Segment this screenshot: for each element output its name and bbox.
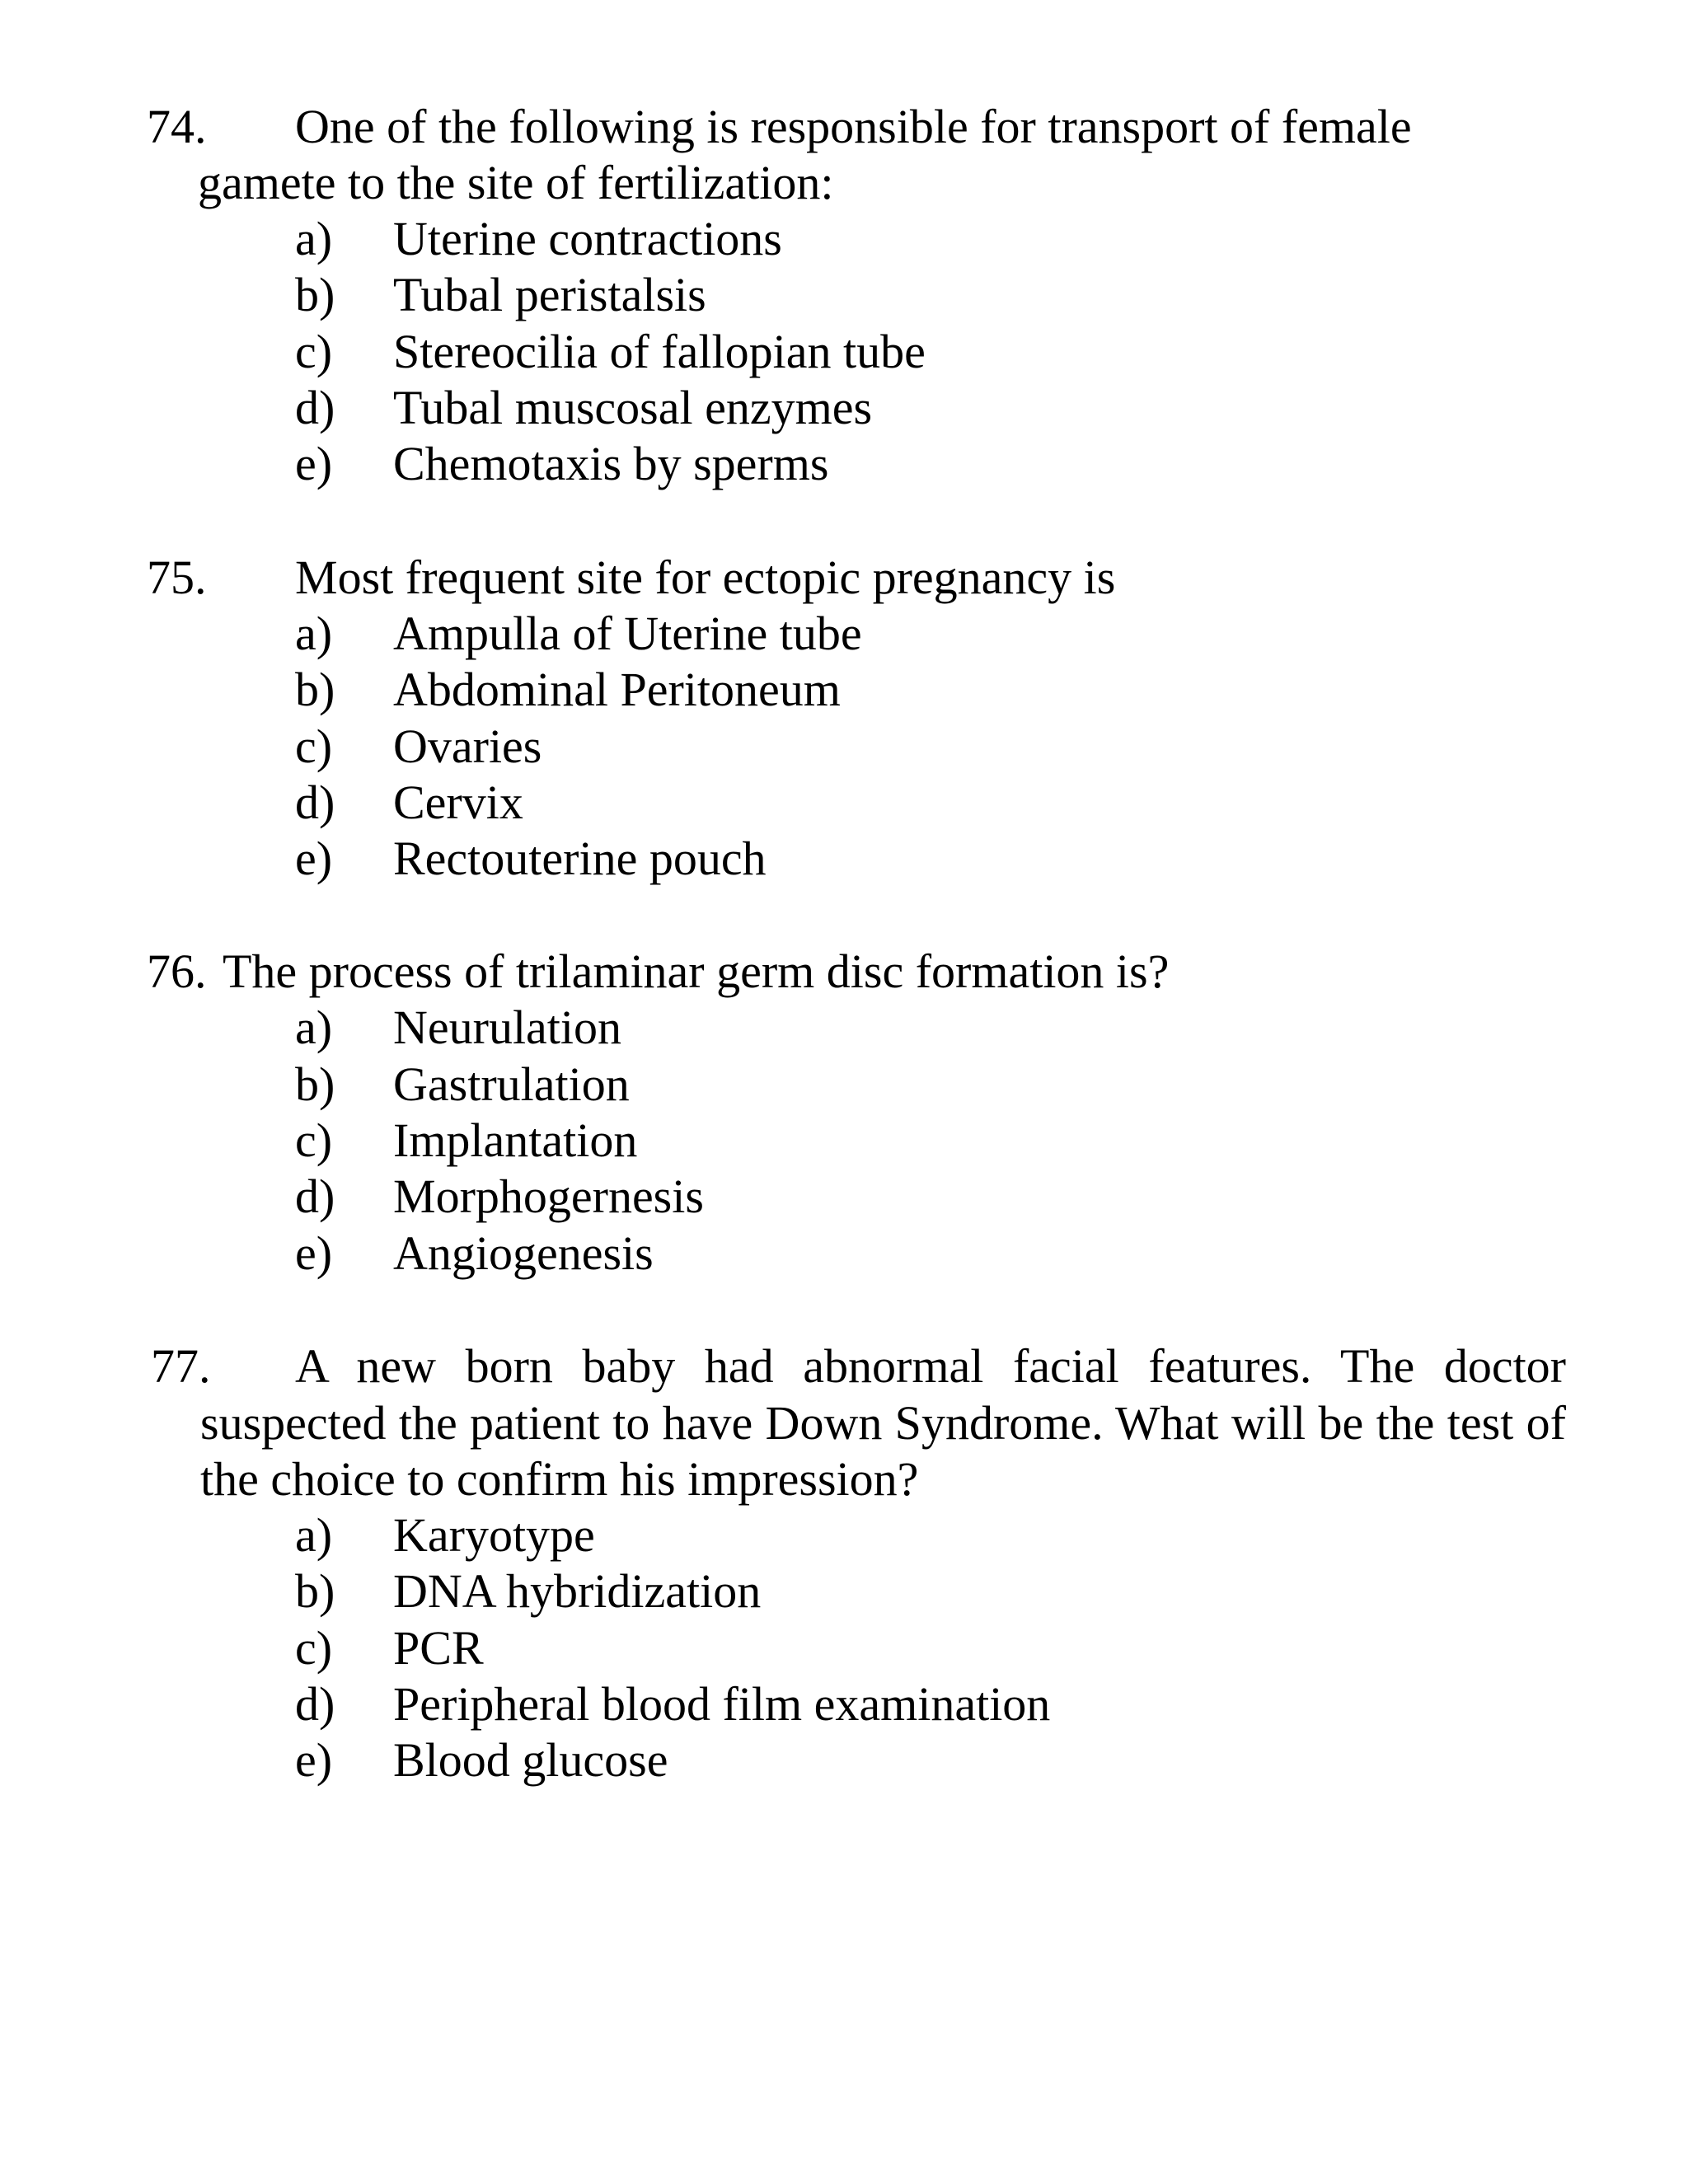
option-text: Implantation xyxy=(393,1113,638,1167)
option-b xyxy=(0,267,1688,323)
option-text: Neurulation xyxy=(393,1001,622,1054)
option-letter: a) xyxy=(295,1001,333,1054)
option-text: Abdominal Peritoneum xyxy=(393,663,841,716)
option-b xyxy=(0,662,1688,718)
option-letter: d) xyxy=(295,1169,335,1223)
option-e xyxy=(0,831,1688,887)
option-letter: a) xyxy=(295,607,333,660)
option-text: Tubal muscosal enzymes xyxy=(393,381,873,434)
option-letter: b) xyxy=(295,663,335,716)
option-text: Chemotaxis by sperms xyxy=(393,437,829,490)
option-letter: e) xyxy=(295,832,333,885)
option-d xyxy=(0,380,1688,436)
option-text: Ovaries xyxy=(393,719,542,773)
option-c xyxy=(0,324,1688,380)
option-a xyxy=(0,606,1688,662)
option-letter: c) xyxy=(295,325,333,378)
option-a xyxy=(0,211,1688,267)
option-text: Stereocilia of fallopian tube xyxy=(393,325,926,378)
option-letter: c) xyxy=(295,1621,333,1675)
option-text: Blood glucose xyxy=(393,1733,668,1787)
question-text: Most frequent site for ectopic pregnancy is xyxy=(295,551,1116,604)
option-text: Ampulla of Uterine tube xyxy=(393,607,862,660)
option-e xyxy=(0,1732,1688,1788)
question-text: The process of trilaminar germ disc formation is? xyxy=(223,944,1170,998)
option-text: Peripheral blood film examination xyxy=(393,1677,1051,1731)
option-letter: b) xyxy=(295,1564,335,1618)
question-text-continued: suspected the patient to have Down Syndrome. What will be the test of the choice to confirm his impression? xyxy=(200,1395,1566,1506)
option-text: Morphogernesis xyxy=(393,1169,704,1223)
option-text: PCR xyxy=(393,1621,484,1675)
option-text: Rectouterine pouch xyxy=(393,832,767,885)
option-e xyxy=(0,436,1688,492)
question-number: 75. xyxy=(147,551,207,604)
option-d xyxy=(0,1169,1688,1225)
question-number: 76. xyxy=(147,944,207,998)
option-d xyxy=(0,1676,1688,1732)
option-text: Uterine contractions xyxy=(393,212,782,265)
option-c xyxy=(0,719,1688,775)
option-letter: e) xyxy=(295,1226,333,1280)
option-b xyxy=(0,1563,1688,1619)
option-letter: c) xyxy=(295,1113,333,1167)
option-letter: c) xyxy=(295,719,333,773)
option-letter: b) xyxy=(295,268,335,321)
option-letter: a) xyxy=(295,1508,333,1562)
option-text: Karyotype xyxy=(393,1508,595,1562)
option-c xyxy=(0,1113,1688,1169)
option-text: DNA hybridization xyxy=(393,1564,762,1618)
question-text xyxy=(200,1338,1566,1508)
option-d xyxy=(0,775,1688,831)
option-letter: a) xyxy=(295,212,333,265)
option-letter: e) xyxy=(295,437,333,490)
question-text-continued: gamete to the site of fertilization: xyxy=(198,156,834,209)
option-text: Angiogenesis xyxy=(393,1226,654,1280)
question-number: 77. xyxy=(151,1339,211,1393)
option-text: Cervix xyxy=(393,776,523,829)
option-a xyxy=(0,1000,1688,1056)
question-text-first-line: A new born baby had abnormal facial features. The doctor xyxy=(295,1339,1566,1393)
option-letter: d) xyxy=(295,776,335,829)
option-letter: d) xyxy=(295,381,335,434)
option-text: Gastrulation xyxy=(393,1057,630,1111)
option-b xyxy=(0,1057,1688,1113)
option-c xyxy=(0,1620,1688,1676)
option-letter: b) xyxy=(295,1057,335,1111)
option-letter: d) xyxy=(295,1677,335,1731)
option-letter: e) xyxy=(295,1733,333,1787)
question-text: One of the following is responsible for transport of female xyxy=(295,100,1412,153)
option-a xyxy=(0,1507,1688,1563)
option-text: Tubal peristalsis xyxy=(393,268,706,321)
question-number: 74. xyxy=(147,100,207,153)
option-e xyxy=(0,1226,1688,1282)
